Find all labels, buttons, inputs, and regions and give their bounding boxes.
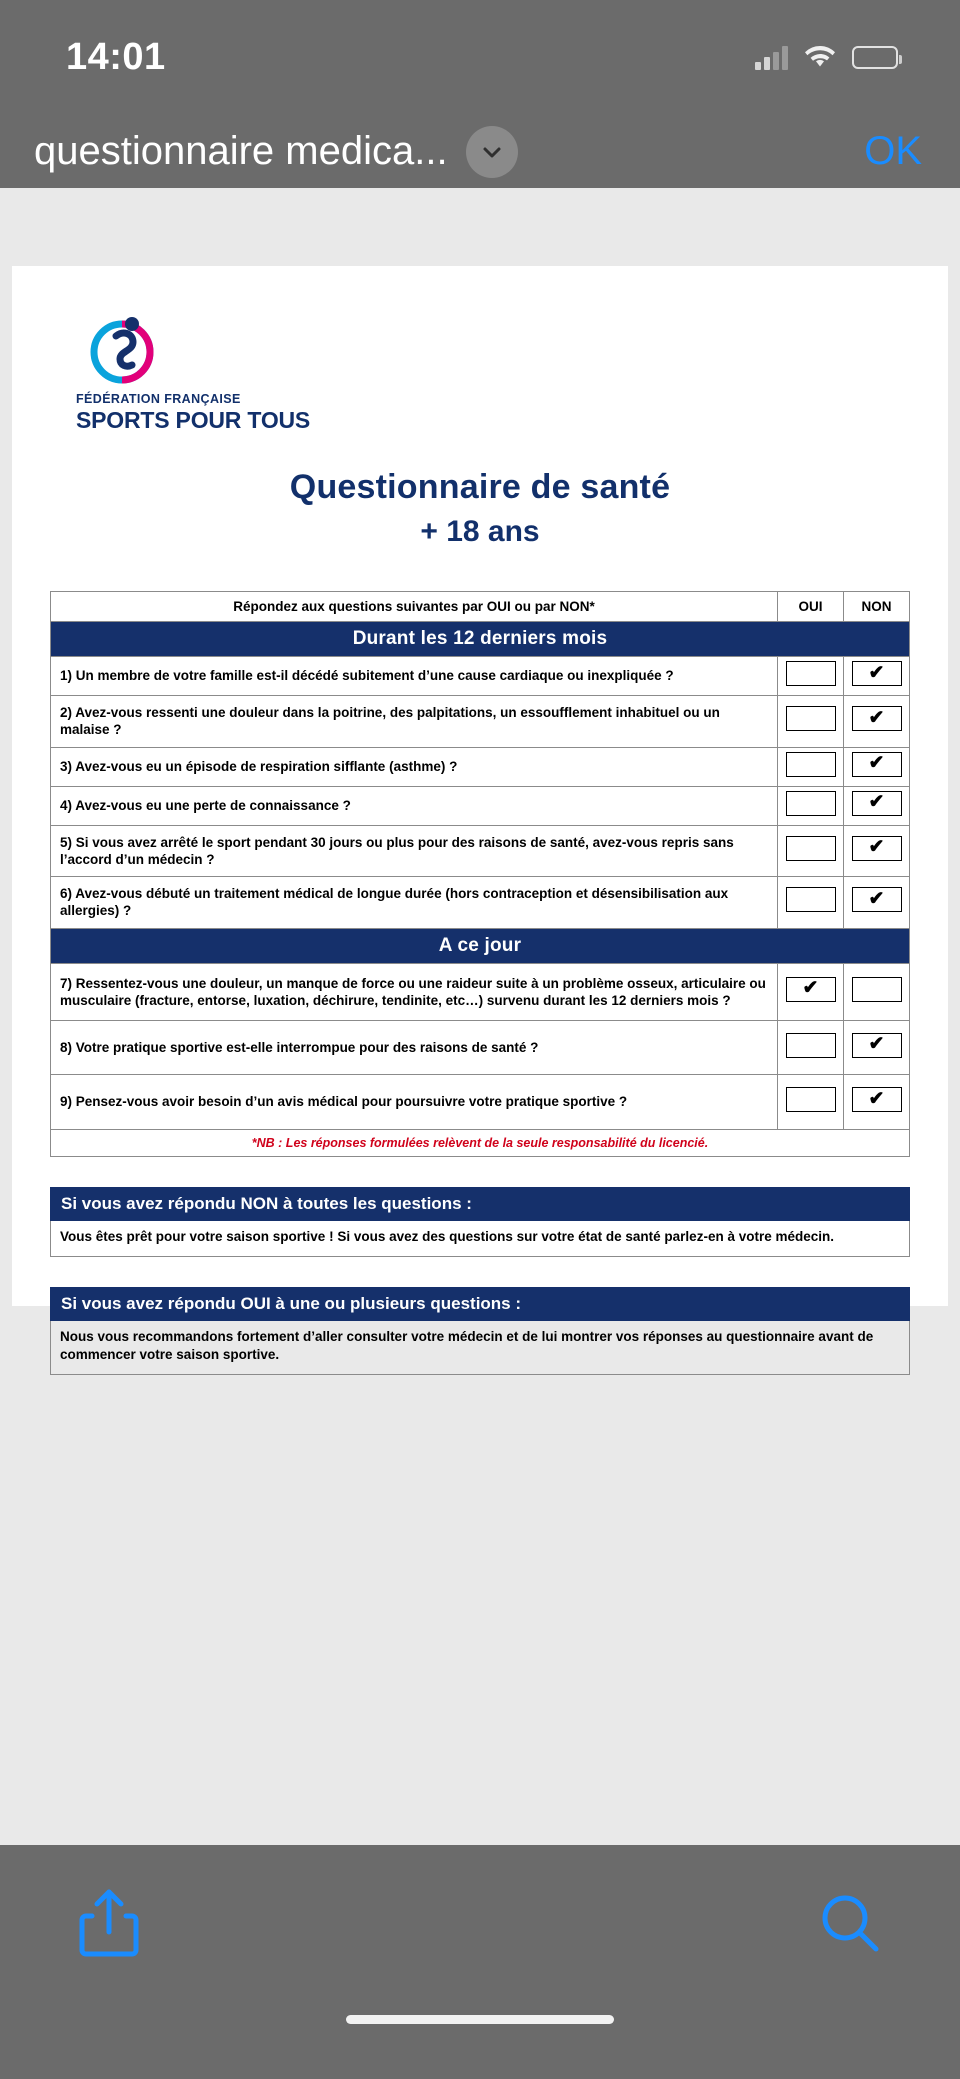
table-row xyxy=(51,786,910,825)
answer-non-cell[interactable] xyxy=(844,1075,910,1129)
page-title: questionnaire medica... xyxy=(34,129,448,173)
logo-federation-line: FÉDÉRATION FRANÇAISE xyxy=(76,392,241,406)
cellular-signal-icon xyxy=(755,46,788,70)
advice-body: Vous êtes prêt pour votre saison sportive ! Si vous avez des questions sur votre état de santé parlez-en à votre médecin. xyxy=(50,1221,910,1258)
question-text: 9) Pensez-vous avoir besoin d’un avis médical pour poursuivre votre pratique sportive ? xyxy=(51,1075,778,1129)
checkbox-mark: ✔ xyxy=(868,707,885,729)
search-icon[interactable] xyxy=(818,1891,882,1960)
question-text: 1) Un membre de votre famille est-il décédé subitement d’une cause cardiaque ou inexpliquée ? xyxy=(51,657,778,696)
pdf-page xyxy=(12,266,948,1362)
question-text: 7) Ressentez-vous une douleur, un manque de force ou une raideur suite à un problème osseux, articulaire ou musculaire (fracture, entorse, luxation, déchirure, tendinite, etc…) survenu durant les 12 derniers mois ? xyxy=(51,963,778,1021)
nav-bar xyxy=(0,115,960,188)
advice-heading: Si vous avez répondu OUI à une ou plusieurs questions : xyxy=(50,1287,910,1321)
logo-mark-icon xyxy=(76,302,168,388)
answer-non-cell[interactable] xyxy=(844,786,910,825)
checkbox-mark: ✔ xyxy=(868,1033,885,1055)
question-text: 3) Avez-vous eu un épisode de respiration sifflante (asthme) ? xyxy=(51,747,778,786)
section-label: A ce jour xyxy=(51,928,910,963)
answer-non-cell[interactable] xyxy=(844,657,910,696)
checkbox-mark: ✔ xyxy=(868,1088,885,1110)
viewer-bottom-spacer xyxy=(0,1787,960,1845)
chevron-down-icon[interactable] xyxy=(466,126,518,178)
wifi-icon xyxy=(804,46,836,70)
checkbox-mark: ✔ xyxy=(802,978,819,1000)
checkbox-oui[interactable] xyxy=(786,977,836,1002)
footnote-text: *NB : Les réponses formulées relèvent de la seule responsabilité du licencié. xyxy=(51,1129,910,1156)
table-row xyxy=(51,825,910,877)
answer-oui-cell[interactable] xyxy=(778,1021,844,1075)
checkbox-oui[interactable] xyxy=(786,706,836,731)
checkbox-oui[interactable] xyxy=(786,661,836,686)
questionnaire-table xyxy=(50,591,910,1157)
home-indicator[interactable] xyxy=(346,2015,614,2024)
table-row xyxy=(51,1075,910,1129)
table-row xyxy=(51,877,910,929)
answer-oui-cell[interactable] xyxy=(778,963,844,1021)
answer-oui-cell[interactable] xyxy=(778,657,844,696)
table-row xyxy=(51,963,910,1021)
section-label: Durant les 12 derniers mois xyxy=(51,622,910,657)
checkbox-non[interactable] xyxy=(852,977,902,1002)
answer-non-cell[interactable] xyxy=(844,963,910,1021)
answer-oui-cell[interactable] xyxy=(778,825,844,877)
table-header-row xyxy=(51,592,910,622)
status-time: 14:01 xyxy=(66,36,166,78)
answer-non-cell[interactable] xyxy=(844,1021,910,1075)
checkbox-non[interactable] xyxy=(852,1087,902,1112)
share-icon[interactable] xyxy=(78,1886,140,1965)
document-viewer[interactable] xyxy=(0,188,960,1787)
checkbox-non[interactable] xyxy=(852,887,902,912)
question-text: 5) Si vous avez arrêté le sport pendant 30 jours ou plus pour des raisons de santé, avez-vous repris sans l’accord d’un médecin ? xyxy=(51,825,778,877)
checkbox-non[interactable] xyxy=(852,791,902,816)
answer-non-cell[interactable] xyxy=(844,747,910,786)
advice-body: Nous vous recommandons fortement d’aller consulter votre médecin et de lui montrer vos réponses au questionnaire avant de commencer votre saison sportive. xyxy=(50,1321,910,1375)
checkbox-non[interactable] xyxy=(852,836,902,861)
answer-oui-cell[interactable] xyxy=(778,786,844,825)
checkbox-oui[interactable] xyxy=(786,752,836,777)
checkbox-mark: ✔ xyxy=(868,662,885,684)
column-header-oui: OUI xyxy=(778,592,844,622)
answer-oui-cell[interactable] xyxy=(778,696,844,748)
answer-non-cell[interactable] xyxy=(844,825,910,877)
checkbox-mark: ✔ xyxy=(868,752,885,774)
answer-oui-cell[interactable] xyxy=(778,747,844,786)
battery-icon xyxy=(852,46,898,69)
table-row xyxy=(51,747,910,786)
advice-block-yes xyxy=(50,1287,910,1375)
checkbox-non[interactable] xyxy=(852,661,902,686)
bottom-toolbar xyxy=(0,1845,960,2015)
table-row xyxy=(51,657,910,696)
advice-block-no xyxy=(50,1187,910,1258)
status-bar xyxy=(0,0,960,115)
document-subtitle: + 18 ans xyxy=(420,515,540,548)
question-text: 8) Votre pratique sportive est-elle interrompue pour des raisons de santé ? xyxy=(51,1021,778,1075)
viewer-top-spacer xyxy=(0,188,960,266)
question-text: 2) Avez-vous ressenti une douleur dans la poitrine, des palpitations, un essoufflement inhabituel ou un malaise ? xyxy=(51,696,778,748)
checkbox-mark: ✔ xyxy=(868,888,885,910)
checkbox-mark: ✔ xyxy=(868,791,885,813)
home-indicator-area xyxy=(0,2015,960,2079)
answer-non-cell[interactable] xyxy=(844,877,910,929)
document-title: Questionnaire de santé xyxy=(289,468,671,506)
ok-button[interactable]: OK xyxy=(864,129,922,173)
logo-name-line: SPORTS POUR TOUS xyxy=(76,407,311,433)
checkbox-oui[interactable] xyxy=(786,1087,836,1112)
table-row xyxy=(51,696,910,748)
federation-logo xyxy=(50,302,910,434)
answer-non-cell[interactable] xyxy=(844,696,910,748)
section-header-today xyxy=(51,928,910,963)
column-header-non: NON xyxy=(844,592,910,622)
status-indicators xyxy=(755,46,898,70)
advice-heading: Si vous avez répondu NON à toutes les questions : xyxy=(50,1187,910,1221)
section-header-12-months xyxy=(51,622,910,657)
checkbox-oui[interactable] xyxy=(786,836,836,861)
question-text: 4) Avez-vous eu une perte de connaissance ? xyxy=(51,786,778,825)
checkbox-non[interactable] xyxy=(852,1033,902,1058)
table-row xyxy=(51,1021,910,1075)
answer-oui-cell[interactable] xyxy=(778,877,844,929)
checkbox-mark: ✔ xyxy=(868,837,885,859)
question-text: 6) Avez-vous débuté un traitement médical de longue durée (hors contraception et désensibilisation aux allergies) ? xyxy=(51,877,778,929)
checkbox-oui[interactable] xyxy=(786,791,836,816)
footnote-row xyxy=(51,1129,910,1156)
checkbox-non[interactable] xyxy=(852,752,902,777)
instruction-header: Répondez aux questions suivantes par OUI ou par NON* xyxy=(51,592,778,622)
checkbox-oui[interactable] xyxy=(786,887,836,912)
answer-oui-cell[interactable] xyxy=(778,1075,844,1129)
checkbox-non[interactable] xyxy=(852,706,902,731)
checkbox-oui[interactable] xyxy=(786,1033,836,1058)
